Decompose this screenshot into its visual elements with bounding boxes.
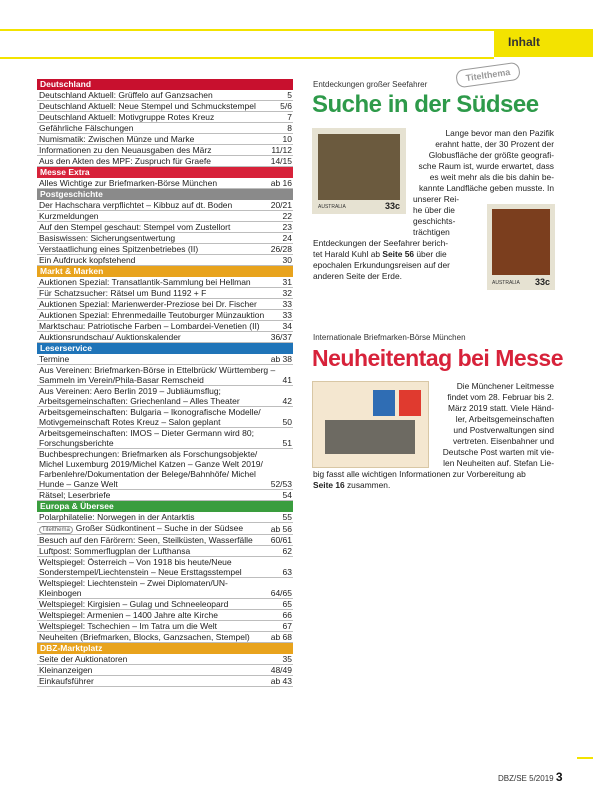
toc-row[interactable] (37, 407, 293, 428)
article2-title[interactable]: Neuheitentag bei Messe (312, 345, 564, 371)
article1-line (313, 249, 483, 260)
toc-row-title: Termine (39, 354, 70, 364)
toc-row-title: Auf den Stempel geschaut: Stempel vom Zustellort (39, 222, 231, 232)
article2-line: und Postverwaltungen sind (453, 425, 554, 435)
toc-row[interactable] (37, 512, 293, 523)
toc-row[interactable] (37, 490, 293, 501)
toc-section-header: Deutschland (37, 79, 293, 90)
toc-row-title: Auktionen Spezial: Transatlantik-Sammlung bei Hellman (39, 277, 251, 287)
toc-row-page: 23 (282, 222, 292, 232)
article2-line-text: zusammen. (344, 480, 391, 490)
toc-row-title: Aus Vereinen: Aero Berlin 2019 – Jubliäumsflug; Arbeitsgemeinschaften: Griechenland – Alles Theater (39, 386, 240, 406)
toc-row-page: ab 56 (270, 524, 292, 534)
article1-line (313, 238, 483, 249)
toc-row-page: 51 (282, 438, 292, 448)
toc-row-page: ab 43 (270, 676, 292, 686)
article1-line: geschichts- (413, 216, 456, 226)
toc-row-page: 34 (282, 321, 292, 331)
article1-line-text: Entdeckungen der Seefahrer berich- (313, 238, 449, 248)
stamp1-country: AUSTRALIA (318, 204, 346, 210)
toc-row-title: Deutschland Aktuell: Neue Stempel und Schmuckstempel (39, 101, 256, 111)
toc-row-page: 62 (282, 546, 292, 556)
footer-stripe (577, 757, 593, 759)
article1-line-text: anderen Seite der Erde. (313, 271, 402, 281)
toc-row-page: 36/37 (270, 332, 292, 342)
toc-row[interactable] (37, 535, 293, 546)
toc-row-page: 31 (282, 277, 292, 287)
cover-stamp-red (399, 390, 421, 416)
toc-row-page: 54 (282, 490, 292, 500)
toc-section-header: Europa & Übersee (37, 501, 293, 512)
toc-row-page: 7 (287, 112, 292, 122)
toc-row-page: 64/65 (270, 588, 292, 598)
toc-row[interactable] (37, 90, 293, 101)
toc-section-header: DBZ-Marktplatz (37, 643, 293, 654)
toc-row-title: Kleinanzeigen (39, 665, 93, 675)
toc-row-title: Weltspiegel: Österreich – Von 1918 bis heute/Neue Sonderstempel/Liechtenstein – Neue Ersttagsstempel (39, 557, 242, 577)
toc-row-page: 48/49 (270, 665, 292, 675)
toc-row[interactable] (37, 321, 293, 332)
toc-row[interactable] (37, 332, 293, 343)
toc-row-title: Der Hachschara verpflichtet – Kibbuz auf dt. Boden (39, 200, 233, 210)
toc-row-title: Weltspiegel: Liechtenstein – Zwei Diplomaten/UN-Kleinbogen (39, 578, 228, 598)
article2-line (313, 480, 554, 491)
titelthema-badge: Titelthema (455, 62, 521, 89)
toc-row-title: Ein Aufdruck kopfstehend (39, 255, 136, 265)
toc-row-page: ab 38 (270, 354, 292, 364)
toc-row[interactable] (37, 676, 293, 687)
toc-row-page: 24 (282, 233, 292, 243)
toc-row[interactable] (37, 156, 293, 167)
article2-line: len Neuheiten auf. Stefan Lie- (443, 458, 554, 468)
toc-row-title: Basiswissen: Sicherungsentwertung (39, 233, 176, 243)
toc-row[interactable] (37, 134, 293, 145)
toc-row-title: Für Schatzsucher: Rätsel um Bund 1192 + F (39, 288, 207, 298)
toc-row-title: Weltspiegel: Armenien – 1400 Jahre alte Kirche (39, 610, 218, 620)
toc-row-page: 5 (287, 90, 292, 100)
toc-row-page: 11/12 (271, 145, 292, 155)
toc-row-page: 20/21 (270, 200, 292, 210)
article1-line-text: über die (414, 249, 447, 259)
titelthema-mini-badge: Titelthema (39, 526, 73, 534)
toc-row-title: Gefährliche Fälschungen (39, 123, 134, 133)
toc-row-page: 65 (282, 599, 292, 609)
article1-line: sche Raum ist, wurde erwartet, dass (418, 161, 554, 171)
toc-row-page: 26/28 (270, 244, 292, 254)
article2-line: Die Münchener Leitmesse (456, 381, 554, 391)
page-footer (498, 770, 563, 784)
toc-row-title: Auktionen Spezial: Marienwerder-Preziose bei Dr. Fischer (39, 299, 257, 309)
toc-row-page: ab 16 (270, 178, 292, 188)
article2-line: findet vom 28. Februar bis 2. (447, 392, 554, 402)
toc-row-page: 10 (282, 134, 292, 144)
toc-row-title: Alles Wichtige zur Briefmarken-Börse München (39, 178, 218, 188)
toc-row[interactable] (37, 277, 293, 288)
toc-row[interactable] (37, 178, 293, 189)
toc-row-page: 52/53 (270, 479, 292, 489)
toc-row[interactable] (37, 310, 293, 321)
toc-row[interactable] (37, 112, 293, 123)
toc-row-page: 42 (282, 396, 292, 406)
article1-line-text: tet Harald Kuhl ab (313, 249, 383, 259)
toc-row-title: Neuheiten (Briefmarken, Blocks, Ganzsachen, Stempel) (39, 632, 250, 642)
article2-line: ler, Arbeitsgemeinschaften (455, 414, 554, 424)
cover-image (312, 381, 429, 468)
toc-row[interactable] (37, 599, 293, 610)
toc-row-page: 41 (282, 375, 292, 385)
toc-row-page: 50 (282, 417, 292, 427)
toc-row[interactable] (37, 610, 293, 621)
toc-row-text: Großer Südkontinent – Suche in der Südsee (75, 523, 244, 533)
toc-row-title: Rätsel; Leserbriefe (39, 490, 111, 500)
article2-line: Deutsche Post warten mit vie- (442, 447, 554, 457)
toc-row-page: 8 (287, 123, 292, 133)
toc-row-page: 60/61 (270, 535, 292, 545)
section-tab (494, 29, 593, 57)
article1-line: unserer Rei- (413, 194, 460, 204)
toc-row-title: Kurzmeldungen (39, 211, 99, 221)
toc-row[interactable] (37, 200, 293, 211)
toc-row-title (39, 523, 271, 534)
toc-row[interactable] (37, 211, 293, 222)
toc-row-title: Aus Vereinen: Briefmarken-Börse in Ettelbrück/ Württemberg – Sammeln im Verein/Phila-Basar Remscheid (39, 365, 276, 385)
toc-row[interactable] (37, 546, 293, 557)
article1-line: he über die (413, 205, 455, 215)
toc-row[interactable] (37, 101, 293, 112)
article1-line: es weit mehr als die bis dahin be- (429, 172, 554, 182)
toc-row[interactable] (37, 255, 293, 266)
article2-line: big fasst alle wichtigen Informationen zur Vorbereitung ab (313, 469, 526, 479)
toc-row-page: 63 (282, 567, 292, 577)
stamp2-country: AUSTRALIA (492, 280, 520, 286)
toc-row-title: Numismatik: Zwischen Münze und Marke (39, 134, 195, 144)
toc-row[interactable] (37, 233, 293, 244)
toc-row-title: Informationen zu den Neuausgaben des März (39, 145, 212, 155)
toc-row-page: 32 (282, 288, 292, 298)
toc-section-header: Markt & Marken (37, 266, 293, 277)
toc-row-title: Einkaufsführer (39, 676, 94, 686)
cover-stamp-blue (373, 390, 395, 416)
toc-row[interactable] (37, 145, 293, 156)
section-tab-label: Inhalt (508, 35, 540, 49)
stamp1-picture (318, 134, 400, 200)
toc-row-title: Deutschland Aktuell: Motivgruppe Rotes Kreuz (39, 112, 215, 122)
toc-row-page: 22 (282, 211, 292, 221)
toc-section-header: Postgeschichte (37, 189, 293, 200)
toc-row-title: Besuch auf den Färörern: Seen, Steilküsten, Wasserfälle (39, 535, 253, 545)
toc-row[interactable] (37, 354, 293, 365)
stamp-image-2 (487, 204, 555, 290)
toc-row[interactable] (37, 299, 293, 310)
toc-row[interactable] (37, 428, 293, 449)
toc-row[interactable] (37, 632, 293, 643)
article1-page-ref[interactable]: Seite 56 (382, 249, 415, 259)
toc-row-title: Marktschau: Patriotische Farben – Lombardei-Venetien (II) (39, 321, 260, 331)
toc-row-title: Verstaatlichung eines Spitzenbetriebes (II) (39, 244, 199, 254)
toc-row-page: 30 (282, 255, 292, 265)
article2-line: vertreten. Eisenbahner und (452, 436, 554, 446)
toc-row-title: Arbeitsgemeinschaften: IMOS – Dieter Germann wird 80; Forschungsberichte (39, 428, 254, 448)
toc-row-page: 55 (282, 512, 292, 522)
table-of-contents (37, 79, 293, 687)
toc-row-title: Weltspiegel: Kirgisien – Gulag und Schneeleopard (39, 599, 229, 609)
toc-section-header: Leserservice (37, 343, 293, 354)
toc-row[interactable] (37, 365, 293, 386)
toc-row[interactable] (37, 222, 293, 233)
article1-line-text: epochalen Erkundungsreisen auf der (313, 260, 450, 270)
toc-row-title: Weltspiegel: Tschechien – Im Tatra um die Welt (39, 621, 217, 631)
article1-line: erahnt hatte, der 30 Prozent der (435, 139, 554, 149)
toc-row-title: Deutschland Aktuell: Grüffelo auf Ganzsachen (39, 90, 213, 100)
article1-line: trächtigen (413, 227, 450, 237)
toc-row-title: Auktionsrundschau/ Auktionskalender (39, 332, 181, 342)
toc-row[interactable] (37, 523, 293, 535)
cover-train-picture (325, 420, 415, 454)
toc-row[interactable] (37, 621, 293, 632)
toc-row-page: ab 68 (270, 632, 292, 642)
toc-section-header: Messe Extra (37, 167, 293, 178)
toc-row-page: 33 (282, 299, 292, 309)
header-bar (0, 26, 593, 60)
article2-page-ref[interactable]: Seite 16 (313, 480, 345, 490)
header-stripe (0, 29, 494, 31)
toc-row-page: 67 (282, 621, 292, 631)
toc-row-page: 66 (282, 610, 292, 620)
toc-row[interactable] (37, 665, 293, 676)
toc-row-page: 14/15 (270, 156, 292, 166)
issue-label: DBZ/SE 5/2019 (498, 774, 554, 783)
toc-row-title: Auktionen Spezial: Ehrenmedaille Teutoburger Münzauktion (39, 310, 265, 320)
stamp2-value: 33c (534, 277, 550, 287)
toc-row-page: 5/6 (280, 101, 292, 111)
article2-kicker: Internationale Briefmarken-Börse München (313, 333, 466, 342)
article1-line (313, 271, 483, 282)
toc-row-title: Luftpost: Sommerflugplan der Lufthansa (39, 546, 191, 556)
stamp1-value: 33c (384, 201, 400, 211)
toc-row-title: Arbeitsgemeinschaften: Bulgaria – Ikonografische Modelle/ Motivgemeinschaft Rotes Kreuz – Salon geplant (39, 407, 261, 427)
header-stripe-bottom (0, 57, 494, 59)
article1-line: kannte Landfläche geben musste. In (418, 183, 554, 193)
article1-line (313, 260, 483, 271)
toc-row[interactable] (37, 386, 293, 407)
toc-row-title: Polarphilatelie: Norwegen in der Antarktis (39, 512, 195, 522)
toc-row[interactable] (37, 244, 293, 255)
toc-row[interactable] (37, 578, 293, 599)
stamp2-picture (492, 209, 550, 275)
toc-row-page: 35 (282, 654, 292, 664)
toc-row-title: Seite der Auktionatoren (39, 654, 128, 664)
toc-row[interactable] (37, 654, 293, 665)
article1-line: Globusfläche der größte geografi- (428, 150, 554, 160)
toc-row[interactable] (37, 449, 293, 490)
toc-row[interactable] (37, 288, 293, 299)
article1-kicker: Entdeckungen großer Seefahrer (313, 80, 428, 89)
toc-row-page: 33 (282, 310, 292, 320)
article1-title[interactable]: Suche in der Südsee (312, 91, 539, 118)
toc-row-title: Buchbesprechungen: Briefmarken als Forschungsobjekte/ Michel Luxemburg 2019/Michel Katzen – Ganze Welt 2019/ Farbenlehre/Dokumentation der Belege/Bahnhöfe/ Michel Hunde – Ganze Welt (39, 449, 263, 489)
page-number: 3 (555, 770, 563, 784)
article2-line: März 2019 statt. Viele Händ- (448, 403, 554, 413)
toc-row[interactable] (37, 123, 293, 134)
article1-line: Lange bevor man den Pazifik (445, 128, 554, 138)
toc-row-title: Aus den Akten des MPF: Zuspruch für Graefe (39, 156, 211, 166)
toc-row[interactable] (37, 557, 293, 578)
